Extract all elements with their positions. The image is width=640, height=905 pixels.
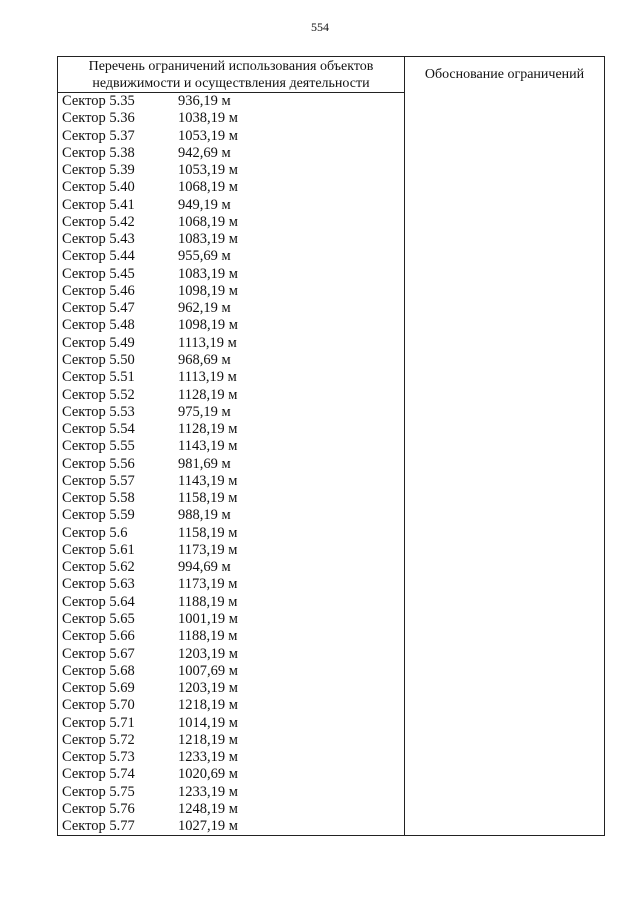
sector-value: 1083,19 м [178, 265, 238, 282]
header-left-line-2: недвижимости и осуществления деятельности [92, 76, 370, 91]
sector-label: Сектор 5.66 [62, 628, 135, 645]
sector-label: Сектор 5.77 [62, 818, 135, 835]
table-row [62, 507, 402, 524]
table-row [62, 283, 402, 300]
table-row [62, 387, 402, 404]
table-row [62, 162, 402, 179]
table-row [62, 352, 402, 369]
sector-label: Сектор 5.57 [62, 472, 135, 489]
table-row [62, 473, 402, 490]
table-row [62, 818, 402, 835]
sector-label: Сектор 5.71 [62, 714, 135, 731]
table-row [62, 369, 402, 386]
sector-value: 942,69 м [178, 144, 231, 161]
table-row [62, 266, 402, 283]
header-restrictions-list [58, 57, 404, 92]
sector-value: 1128,19 м [178, 421, 238, 438]
sector-value: 1158,19 м [178, 524, 238, 541]
sector-value: 1128,19 м [178, 386, 238, 403]
sector-label: Сектор 5.46 [62, 282, 135, 299]
header-justification: Обоснование ограничений [424, 67, 585, 82]
table-row [62, 542, 402, 559]
sector-label: Сектор 5.43 [62, 231, 135, 248]
sector-label: Сектор 5.65 [62, 610, 135, 627]
table-row [62, 335, 402, 352]
sector-label: Сектор 5.39 [62, 162, 135, 179]
sector-label: Сектор 5.63 [62, 576, 135, 593]
table-row [62, 611, 402, 628]
sector-label: Сектор 5.53 [62, 403, 135, 420]
table-row [62, 749, 402, 766]
sector-label: Сектор 5.45 [62, 265, 135, 282]
sector-value: 1188,19 м [178, 628, 238, 645]
sector-value: 1173,19 м [178, 576, 238, 593]
sector-value: 1143,19 м [178, 438, 238, 455]
table-row [62, 490, 402, 507]
sector-value: 1113,19 м [178, 334, 237, 351]
sector-value: 1038,19 м [178, 110, 238, 127]
table-row [62, 197, 402, 214]
sector-value: 1158,19 м [178, 490, 238, 507]
sector-label: Сектор 5.61 [62, 541, 135, 558]
sector-value: 936,19 м [178, 93, 231, 109]
table-row [62, 317, 402, 334]
sector-label: Сектор 5.67 [62, 645, 135, 662]
sector-label: Сектор 5.73 [62, 749, 135, 766]
table-row [62, 784, 402, 801]
table-row [62, 93, 402, 110]
sector-value: 1233,19 м [178, 749, 238, 766]
sector-label: Сектор 5.36 [62, 110, 135, 127]
table-row [62, 300, 402, 317]
sector-value: 1007,69 м [178, 662, 238, 679]
sector-value: 994,69 м [178, 559, 231, 576]
sector-label: Сектор 5.75 [62, 783, 135, 800]
table-row [62, 421, 402, 438]
sector-value: 1053,19 м [178, 127, 238, 144]
sector-label: Сектор 5.68 [62, 662, 135, 679]
table-row [62, 801, 402, 818]
sector-value: 1188,19 м [178, 593, 238, 610]
sector-value: 981,69 м [178, 455, 231, 472]
sector-label: Сектор 5.70 [62, 697, 135, 714]
sector-label: Сектор 5.35 [62, 93, 135, 109]
sector-label: Сектор 5.62 [62, 559, 135, 576]
sector-label: Сектор 5.72 [62, 731, 135, 748]
sector-label: Сектор 5.47 [62, 300, 135, 317]
sector-value: 949,19 м [178, 196, 231, 213]
sector-label: Сектор 5.54 [62, 421, 135, 438]
sector-label: Сектор 5.44 [62, 248, 135, 265]
header-left-line-1: Перечень ограничений использования объектов [88, 59, 374, 74]
sector-label: Сектор 5.38 [62, 144, 135, 161]
table-row [62, 628, 402, 645]
table-row [62, 110, 402, 127]
sector-value: 1083,19 м [178, 231, 238, 248]
sector-label: Сектор 5.40 [62, 179, 135, 196]
sector-label: Сектор 5.55 [62, 438, 135, 455]
sector-label: Сектор 5.50 [62, 351, 135, 368]
page-number: 554 [311, 20, 329, 34]
sector-value: 1203,19 м [178, 680, 238, 697]
sector-label: Сектор 5.69 [62, 680, 135, 697]
table-row [62, 248, 402, 265]
sector-label: Сектор 5.74 [62, 766, 135, 783]
sector-value: 1248,19 м [178, 800, 238, 817]
table-row [62, 594, 402, 611]
sector-value: 1218,19 м [178, 731, 238, 748]
table-row [62, 438, 402, 455]
table-row [62, 214, 402, 231]
sector-value: 1014,19 м [178, 714, 238, 731]
table-row [62, 680, 402, 697]
sector-label: Сектор 5.41 [62, 196, 135, 213]
table-row [62, 179, 402, 196]
sector-value: 1203,19 м [178, 645, 238, 662]
sector-label: Сектор 5.56 [62, 455, 135, 472]
column-divider [404, 57, 405, 835]
sector-value: 1027,19 м [178, 818, 238, 835]
sector-value: 1143,19 м [178, 472, 238, 489]
table-row [62, 646, 402, 663]
sector-label: Сектор 5.6 [62, 524, 128, 541]
table-row [62, 525, 402, 542]
table-row [62, 559, 402, 576]
sector-value: 1068,19 м [178, 179, 238, 196]
sector-value: 1068,19 м [178, 213, 238, 230]
sector-value: 962,19 м [178, 300, 231, 317]
sector-label: Сектор 5.48 [62, 317, 135, 334]
sector-value: 955,69 м [178, 248, 231, 265]
table-row [62, 663, 402, 680]
table-row [62, 732, 402, 749]
table-body [62, 93, 402, 835]
table-row [62, 404, 402, 421]
sector-label: Сектор 5.64 [62, 593, 135, 610]
sector-value: 1098,19 м [178, 317, 238, 334]
sector-label: Сектор 5.58 [62, 490, 135, 507]
sector-value: 988,19 м [178, 507, 231, 524]
sector-label: Сектор 5.42 [62, 213, 135, 230]
sector-value: 1098,19 м [178, 282, 238, 299]
sector-value: 1173,19 м [178, 541, 238, 558]
sector-label: Сектор 5.49 [62, 334, 135, 351]
sector-value: 1020,69 м [178, 766, 238, 783]
sector-label: Сектор 5.51 [62, 369, 135, 386]
sector-value: 1233,19 м [178, 783, 238, 800]
sector-label: Сектор 5.76 [62, 800, 135, 817]
table-row [62, 128, 402, 145]
sector-value: 1053,19 м [178, 162, 238, 179]
sector-value: 975,19 м [178, 403, 231, 420]
table-row [62, 697, 402, 714]
table-row [62, 456, 402, 473]
sector-value: 968,69 м [178, 351, 231, 368]
sector-value: 1113,19 м [178, 369, 237, 386]
table-row [62, 231, 402, 248]
table-row [62, 576, 402, 593]
table-row [62, 766, 402, 783]
table-row [62, 715, 402, 732]
table-row [62, 145, 402, 162]
sector-label: Сектор 5.37 [62, 127, 135, 144]
sector-label: Сектор 5.52 [62, 386, 135, 403]
sector-value: 1001,19 м [178, 610, 238, 627]
sector-label: Сектор 5.59 [62, 507, 135, 524]
restrictions-table [57, 56, 605, 836]
sector-value: 1218,19 м [178, 697, 238, 714]
